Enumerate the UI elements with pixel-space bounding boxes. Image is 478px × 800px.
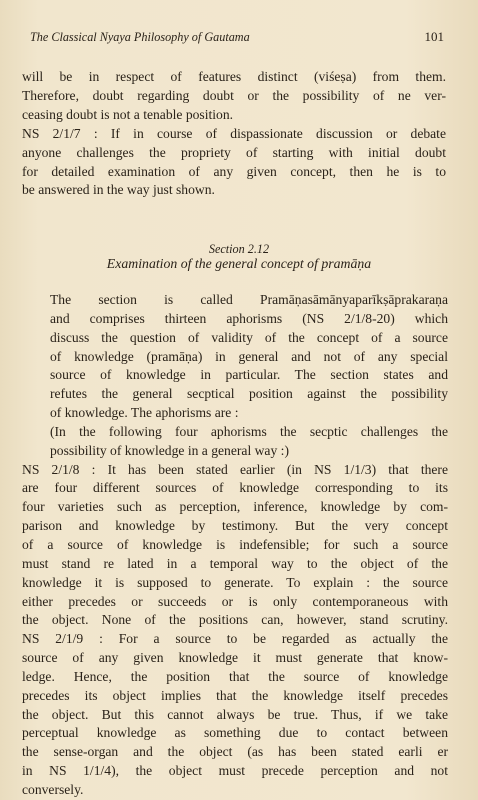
text-line: the sense-organ and the object (as has been stated earli er <box>22 744 448 760</box>
text-line: will be in respect of features distinct (viśeṣa) from them. <box>22 69 446 84</box>
text-line: NS 2/1/9 : For a source to be regarded as actually the <box>22 631 448 647</box>
text-line: source of any given knowledge it must generate that know- <box>22 650 448 666</box>
text-line: ceasing doubt is not a tenable position. <box>22 106 234 122</box>
text-line: ledge. Hence, the position that the source of knowledge <box>22 668 448 684</box>
text-line: Therefore, doubt regarding doubt or the possibility of ne ver- <box>22 87 446 103</box>
text-line: refutes the general secptical position against the possibility <box>50 386 448 402</box>
text-line: (In the following four aphorisms the secptic challenges the <box>50 423 448 439</box>
text-line: be answered in the way just shown. <box>22 182 215 198</box>
text-line: NS 2/1/7 : If in course of dispassionate discussion or debate <box>22 125 446 141</box>
text-line: of knowledge (pramāṇa) in general and not of any special <box>50 348 448 364</box>
running-header <box>30 30 444 46</box>
text-block-main <box>22 291 448 800</box>
text-line: conversely. <box>22 781 84 797</box>
text-line: the object. But this cannot always be true. Thus, if we take <box>22 706 448 722</box>
running-title: The Classical Nyaya Philosophy of Gautama <box>30 30 250 44</box>
text-line: either precedes or succeeds or is only contemporaneous with <box>22 593 448 609</box>
page-number: 101 <box>424 29 444 44</box>
text-line: anyone challenges the propriety of starting with initial doubt <box>22 144 446 160</box>
text-line: The section is called Pramāṇasāmānyaparīkṣāprakaraṇa <box>50 292 448 307</box>
text-line: NS 2/1/8 : It has been stated earlier (in NS 1/1/3) that there <box>22 461 448 477</box>
text-line: possibility of knowledge in a general way :) <box>50 442 289 458</box>
text-line: the object. None of the positions can, however, stand scrutiny. <box>22 612 448 628</box>
text-line: knowledge it is supposed to generate. To explain : the source <box>22 574 448 590</box>
text-line: four varieties such as perception, inference, knowledge by com- <box>22 499 448 515</box>
text-line: of a source of knowledge is indefensible; for such a source <box>22 536 448 552</box>
text-block-top <box>22 68 446 200</box>
text-line: perceptual knowledge as something due to contact between <box>22 725 448 741</box>
text-line: are four different sources of knowledge corresponding to its <box>22 480 448 496</box>
text-line: parison and knowledge by testimony. But the very concept <box>22 518 448 534</box>
text-line: for detailed examination of any given concept, then he is to <box>22 163 446 179</box>
text-line: precedes its object implies that the knowledge itself precedes <box>22 687 448 703</box>
text-line: must stand re lated in a temporal way to the object of the <box>22 555 448 571</box>
text-line: source of knowledge in particular. The section states and <box>50 367 448 383</box>
section-title: Examination of the general concept of pramāṇa <box>106 256 372 271</box>
text-line: and comprises thirteen aphorisms (NS 2/1/8-20) which <box>50 310 448 326</box>
text-line: discuss the question of validity of the concept of a source <box>50 329 448 345</box>
text-line: of knowledge. The aphorisms are : <box>50 405 239 421</box>
text-line: in NS 1/1/4), the object must precede perception and not <box>22 763 448 779</box>
section-number: Section 2.12 <box>208 242 270 256</box>
